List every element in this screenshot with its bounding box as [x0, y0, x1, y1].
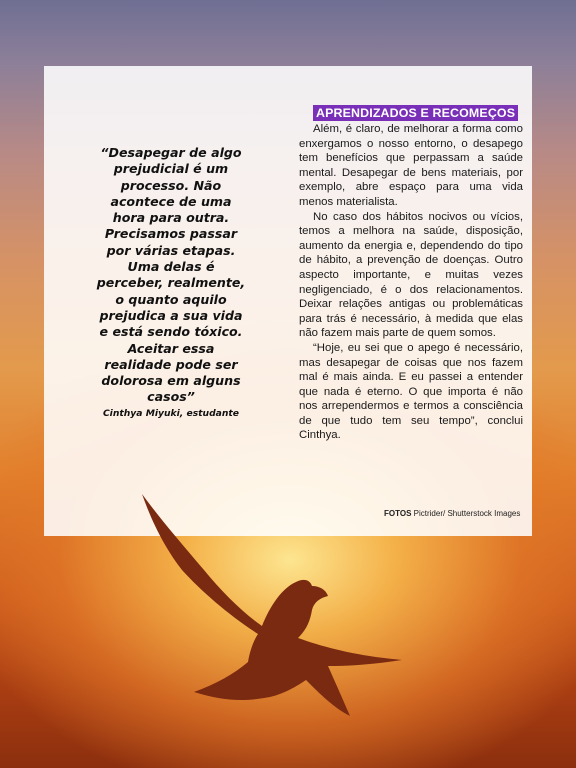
pull-quote-text: “Desapegar de algo prejudicial é um processo. Não acontece de uma hora para outra. Precisamos passar por várias etapas. Uma delas é perceber, realmente, o quanto aquilo prejudica a sua vida e está sendo tóxico. Aceitar essa realidade pode ser dolorosa em alguns casos”	[96, 145, 246, 405]
photo-credit-label: FOTOS	[384, 509, 412, 518]
article-paragraph: Além, é claro, de melhorar a forma como enxergamos o nosso entorno, o desapego tem benefícios que perpassam a saúde mental. Desapegar de bens materiais, por exemplo, abre espaço para uma vida menos materialista.	[299, 123, 523, 208]
dove-silhouette-icon	[130, 488, 430, 718]
article-paragraph: “Hoje, eu sei que o apego é necessário, mas desapegar de coisas que nos fazem mal é mais ainda. E eu passei a entender que nada é eterno. O que importa é não nos arrependermos e termos a consciência de que tudo tem seu tempo”, conclui Cinthya.	[299, 341, 523, 442]
article-body	[299, 104, 523, 443]
pull-quote-author: Cinthya Miyuki, estudante	[102, 407, 240, 419]
pull-quote	[96, 145, 246, 420]
dove-silhouette-shape	[142, 494, 402, 716]
photo-credit-text: Pictrider/ Shutterstock Images	[413, 509, 521, 518]
article-paragraph: No caso dos hábitos nocivos ou vícios, temos a melhora na saúde, disposição, aumento da energia e, dependendo do tipo de hábito, a prevenção de doenças. Outro aspecto importante, e muitas vezes negligenciado, é o dos relacionamentos. Deixar relações antigas ou problemáticas para trás é necessário, à medida que elas não fazem mais parte de quem somos.	[299, 210, 523, 340]
section-title: APRENDIZADOS E RECOMEÇOS	[313, 105, 518, 121]
